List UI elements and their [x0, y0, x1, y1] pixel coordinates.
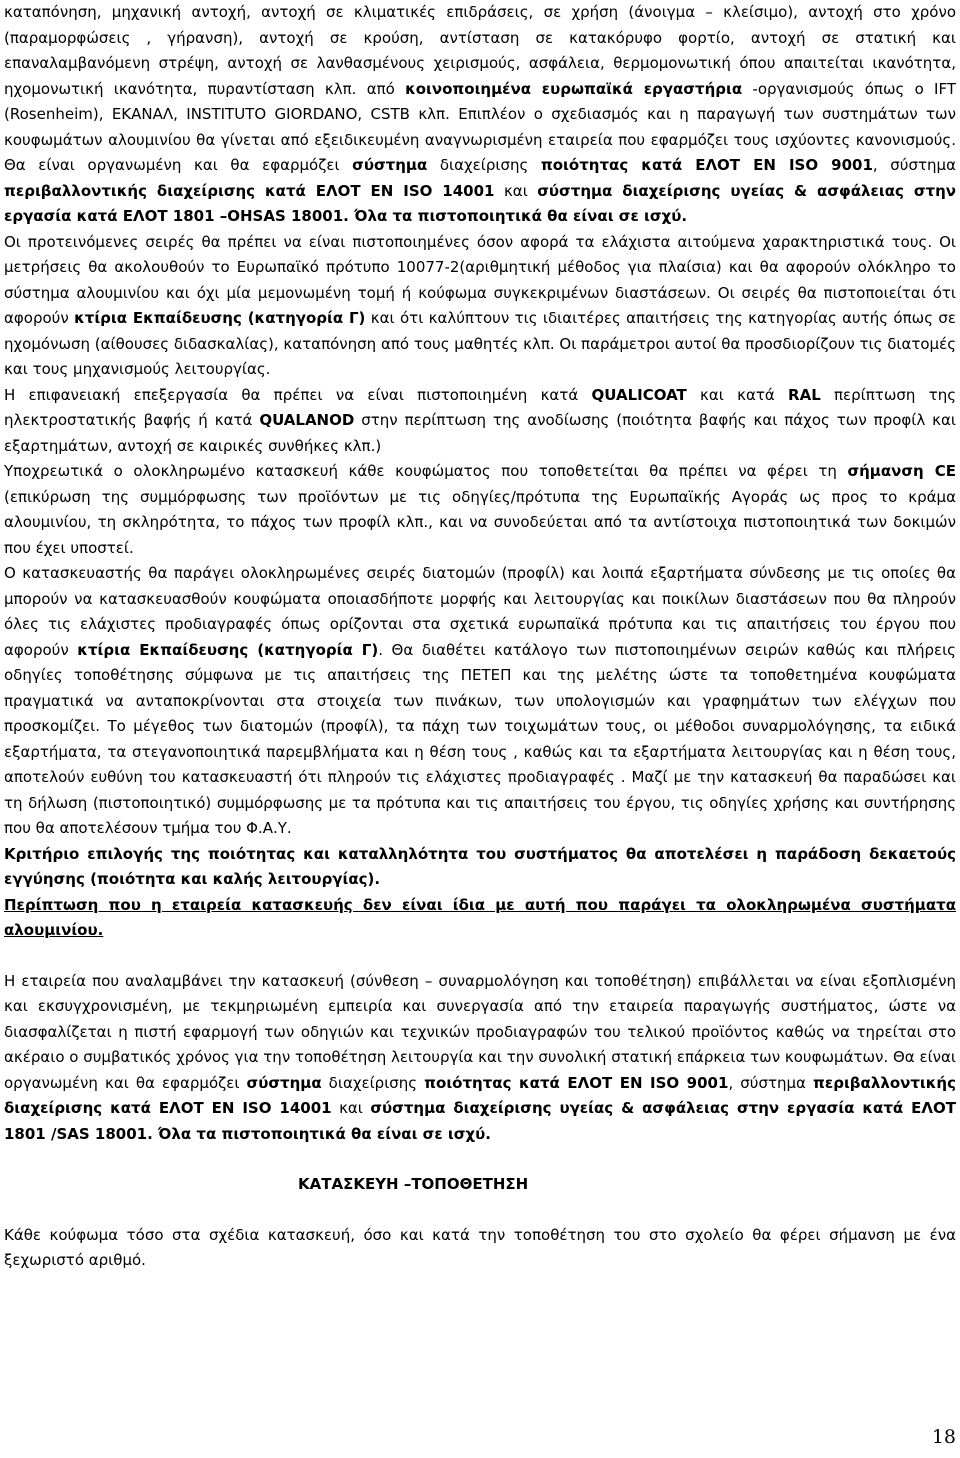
text-run: . Θα διαθέτει κατάλογο των πιστοποιημένων σειρών καθώς και πλήρεις οδηγίες τοποθέτησης σύμφωνα με τις απαιτήσεις της ΠΕΤΕΠ και της μελέτης ώστε τα τοποθετημένα κουφώματα πραγματικά να ανταποκρίνονται στα στοιχεία των πινάκων, των υπολογισμών και γραφημάτων των ελέγχων που προσκομίζει. Το μέγεθος των διατομών (προφίλ), τα πάχη των τοιχωμάτων τους, οι μέθοδοι συναρμολόγησης, τα ειδικά εξαρτήματα, τα στεγανοποιητικά παρεμβλήματα και η θέση τους , καθώς και τα εξαρτήματα λειτουργίας και η θέση τους, αποτελούν ευθύνη του κατασκευαστή ότι πληρούν τις ελάχιστες προδιαγραφές . Μαζί με την κατασκευή θα παραδώσει και τη δήλωση (πιστοποιητικό) συμμόρφωσης με τα πρότυπα και τις απαιτήσεις του έργου, τις οδηγίες χρήσης και συντήρησης που θα αποτελέσουν τμήμα του Φ.Α.Υ.	[4, 640, 956, 837]
bold-run: περιβαλλοντικής διαχείρισης κατά ΕΛΟΤ EN ISO 14001	[4, 181, 495, 200]
text-run: (επικύρωση της συμμόρφωσης των προϊόντων με τις οδηγίες/πρότυπα της Ευρωπαϊκής Αγοράς ως προς το κράμα αλουμινίου, τη σκληρότητα, το πάχος των προφίλ κλπ., και να συνοδεύεται από τα αντίστοιχα πιστοποιητικά των δοκιμών που έχει υποστεί.	[4, 487, 956, 557]
bold-run: σήμανση CE	[847, 462, 956, 480]
text-run: και	[494, 181, 538, 200]
text-run: Ο κατασκευαστής θα παράγει ολοκληρωμένες σειρές διατομών (προφίλ) και λοιπά εξαρτήματα σύνδεσης με τις οποίες θα μπορούν να κατασκευασθούν κουφώματα οποιασδήποτε μορφής και λειτουργίας και ποικίλων διαστάσεων που θα πληρούν όλες τις ελάχιστες προδιαγραφές όπως ορίζονται στα σχετικά ευρωπαϊκά πρότυπα και τις απαιτήσεις του έργου που αφορούν	[4, 564, 956, 659]
paragraph-test-requirements	[4, 0, 956, 230]
text-run: και ότι καλύπτουν τις ιδιαιτέρες απαιτήσεις της κατηγορίας αυτής όπως σε ηχομόνωση (αίθουσες διδασκαλίας), καταπόνηση από τους μαθητές κλπ. Οι παράμετροι αυτοί θα προσδιορίζουν τις διατομές και τους μηχανισμούς λειτουργίας.	[4, 309, 956, 378]
blank-line	[4, 1198, 956, 1223]
bold-run: σύστημα	[352, 156, 428, 174]
text-run: -οργανισμούς όπως ο IFT (Rosenheim), ΕΚΑΝΑΛ, INSTITUTO GIORDANO, CSTB κλπ. Επιπλέον ο σχεδιασμός και η παραγωγή των συστημάτων των κουφωμάτων αλουμινίου θα γίνεται από εξειδικευμένη αναγνωρισμένη εταιρεία που εφαρμόζει τους ισχύοντες κανονισμούς. Θα είναι οργανωμένη και θα εφαρμόζει	[4, 79, 956, 174]
paragraph-ce-marking	[4, 459, 956, 561]
bold-run: περιβαλλοντικής διαχείρισης κατά ΕΛΟΤ EN ISO 14001	[4, 1073, 956, 1117]
text-run: , σύστημα	[872, 156, 956, 174]
text-run: Η εταιρεία που αναλαμβάνει την κατασκευή (σύνθεση – συναρμολόγηση και τοποθέτηση) επιβάλλεται να είναι εξοπλισμένη και εκσυγχρονισμένη, με τεκμηριωμένη εμπειρία και συνεργασία από την εταιρεία παραγωγής συστήματος, ώστε να διασφαλίζεται η πιστή εφαρμογή των οδηγιών και τεχνικών προδιαγραφών του τελικού προϊόντος καθώς να τηρείται στο ακέραιο ο συμβατικός χρόνος για την τοποθέτηση λειτουργία και την συνολική στατική επάρκεια των κουφωμάτων. Θα είναι οργανωμένη και θα εφαρμόζει	[4, 971, 956, 1092]
text-run: Οι προτεινόμενες σειρές θα πρέπει να είναι πιστοποιημένες όσον αφορά τα ελάχιστα αιτούμενα χαρακτηριστικά τους. Οι μετρήσεις θα ακολουθούν το Ευρωπαϊκό πρότυπο 10077-2(αριθμητική μέθοδος για πλαίσια) και θα αφορούν ολόκληρο το σύστημα αλουμινίου και όχι μία μεμονωμένη τομή ή κούφωμα συγκεκριμένων διαστάσεων. Οι σειρές θα πιστοποιείται ότι αφορούν	[4, 232, 956, 327]
bold-run: κτίρια Εκπαίδευσης (κατηγορία Γ)	[74, 309, 366, 327]
paragraph-selection-criterion: Κριτήριο επιλογής της ποιότητας και καταλληλότητα του συστήματος θα αποτελέσει η παράδοση δεκαετούς εγγύησης (ποιότητα και καλής λειτουργίας).	[4, 844, 956, 888]
bold-run: QUALICOAT	[591, 385, 687, 404]
paragraph-marking: Κάθε κούφωμα τόσο στα σχέδια κατασκευή, όσο και κατά την τοποθέτηση του στο σχολείο θα φέρει σήμανση με ένα ξεχωριστό αριθμό.	[4, 1225, 956, 1269]
section-heading: ΚΑΤΑΣΚΕΥΗ –ΤΟΠΟΘΕΤΗΣΗ	[298, 1175, 529, 1193]
text-run: και κατά	[686, 385, 789, 404]
paragraph-case-heading: Περίπτωση που η εταιρεία κατασκευής δεν είναι ίδια με αυτή που παράγει τα ολοκληρωμένα συστήματα αλουμινίου.	[4, 895, 956, 939]
text-run: καταπόνηση, μηχανική αντοχή, αντοχή σε κλιματικές επιδράσεις, σε χρήση (άνοιγμα – κλείσιμο), αντοχή στο χρόνο (παραμορφώσεις , γήρανση), αντοχή σε κρούση, αντίσταση σε κατακόρυφο φορτίο, αντοχή σε στατική και επαναλαμβανόμενη στρέψη, αντοχή σε λανθασμένους χειρισμούς, ασφάλεια, θερμομονωτική όπου απαιτείται ικανότητα, ηχομονωτική ικανότητα, πυραντίσταση κλπ. από	[4, 3, 956, 98]
bold-run: ποιότητας κατά ΕΛΟΤ EN ISO 9001	[540, 156, 873, 174]
bold-run: ποιότητας κατά ΕΛΟΤ EN ISO 9001	[424, 1073, 729, 1092]
text-run: στην περίπτωση της ανοδίωσης (ποιότητα βαφής και πάχος των προφίλ και εξαρτημάτων, αντοχή σε καιρικές συνθήκες κλπ.)	[4, 411, 956, 455]
text-run: Υποχρεωτικά ο ολοκληρωμένο κατασκευή κάθε κουφώματος που τοποθετείται θα πρέπει να φέρει τη	[4, 462, 848, 480]
page-number: 18	[931, 1425, 956, 1448]
text-run: διαχείρισης	[427, 156, 541, 174]
bold-run: κτίρια Εκπαίδευσης (κατηγορία Γ)	[77, 640, 379, 659]
paragraph-installer-company	[4, 969, 956, 1148]
text-run: και	[331, 1099, 371, 1117]
bold-run: κοινοποιημένα ευρωπαϊκά εργαστήρια	[405, 79, 743, 98]
text-run: Η επιφανειακή επεξεργασία θα πρέπει να είναι πιστοποιημένη κατά	[4, 385, 592, 404]
bold-run: σύστημα διαχείρισης υγείας & ασφάλειας στην εργασία κατά ΕΛΟΤ 1801 –OHSAS 18001. Όλα τα πιστοποιητικά θα είναι σε ισχύ.	[4, 181, 956, 225]
bold-run: σύστημα διαχείρισης υγείας & ασφάλειας στην εργασία κατά ΕΛΟΤ 1801 /SAS 18001. Όλα τα πιστοποιητικά θα είναι σε ισχύ.	[4, 1099, 956, 1143]
blank-line	[4, 1147, 956, 1172]
bold-run: RAL	[788, 385, 821, 404]
paragraph-certification	[4, 230, 956, 383]
bold-run: QUALANOD	[259, 411, 355, 429]
text-run: περίπτωση της ηλεκτροστατικής βαφής ή κατά	[4, 385, 956, 429]
bold-run: σύστημα	[246, 1073, 322, 1092]
text-run: , σύστημα	[728, 1073, 813, 1092]
blank-line	[4, 944, 956, 969]
paragraph-manufacturer	[4, 561, 956, 842]
paragraph-surface-treatment	[4, 383, 956, 460]
text-run: διαχείρισης	[321, 1073, 425, 1092]
